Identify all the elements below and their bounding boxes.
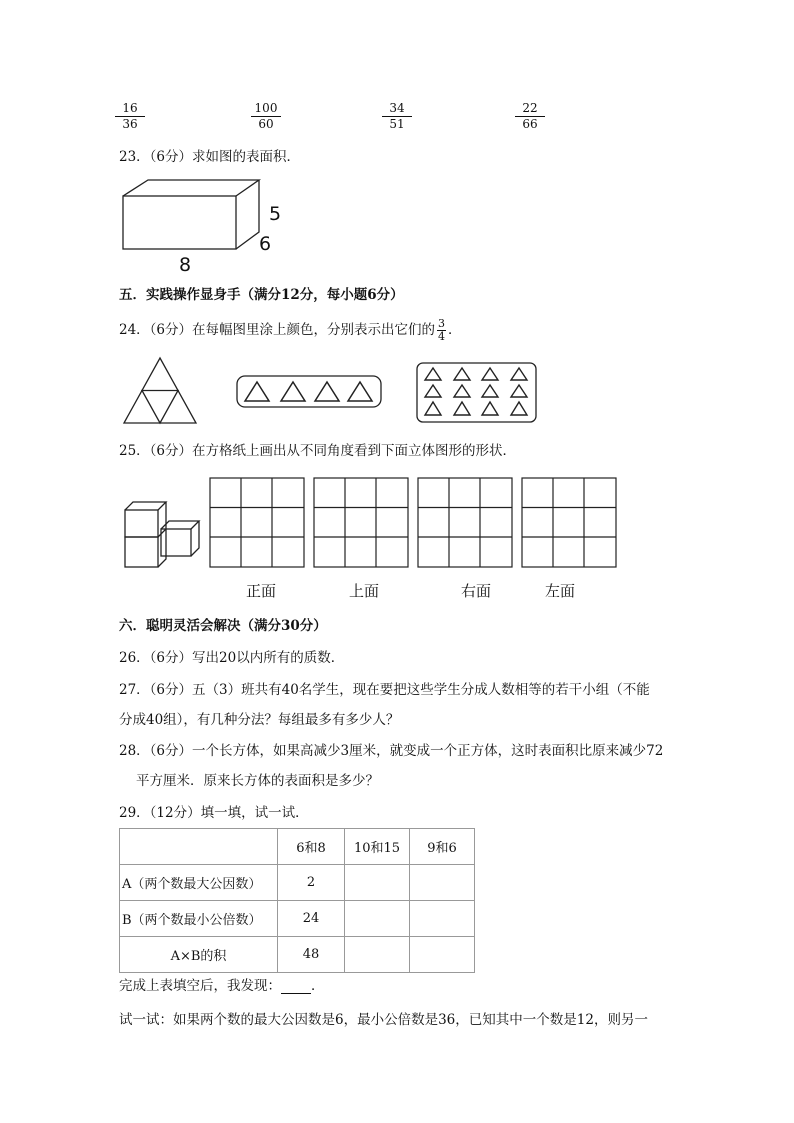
question-27-line-1: 27．（6分）五（3）班共有40名学生，现在要把这些学生分成人数相等的若干小组（不能 xyxy=(119,682,650,698)
gcd-lcm-table xyxy=(119,828,475,973)
table-row xyxy=(120,937,475,973)
table-row-label: A（两个数最大公因数） xyxy=(120,865,278,901)
table-cell-blank[interactable] xyxy=(345,901,410,937)
question-23: 23．（6分）求如图的表面积． xyxy=(119,149,301,165)
fraction-4-denominator: 66 xyxy=(522,117,538,131)
grid-label-right: 右面 xyxy=(460,582,491,600)
question-28-line-2: 平方厘米．原来长方体的表面积是多少？ xyxy=(136,773,379,789)
table-cell-blank[interactable] xyxy=(410,901,475,937)
question-24-fraction-numerator: 3 xyxy=(438,317,446,330)
triangle-figure-2 xyxy=(235,374,384,410)
triangle-figure-3 xyxy=(415,361,539,425)
fraction-2 xyxy=(251,102,281,131)
cuboid-figure xyxy=(118,176,268,256)
fraction-2-numerator: 100 xyxy=(251,102,281,117)
fraction-1 xyxy=(115,102,145,131)
fraction-3 xyxy=(382,102,412,131)
table-row-label: B（两个数最小公倍数） xyxy=(120,901,278,937)
table-header-corner xyxy=(120,829,278,865)
table-header-cell: 6和8 xyxy=(278,829,345,865)
section-5-title: 五．实践操作显身手（满分12分，每小题6分） xyxy=(119,287,404,303)
table-header-cell: 10和15 xyxy=(345,829,410,865)
finding-suffix: ． xyxy=(311,978,325,994)
cube-stack-figure xyxy=(119,497,203,571)
table-row xyxy=(120,901,475,937)
triangle-figure-1 xyxy=(120,355,200,427)
grid-top xyxy=(312,476,410,569)
table-header-row xyxy=(120,829,475,865)
grid-front xyxy=(208,476,306,569)
question-28-line-1: 28．（6分）一个长方体，如果高减少3厘米，就变成一个正方体，这时表面积比原来减少72 xyxy=(119,743,664,759)
grid-right xyxy=(416,476,514,569)
table-cell-blank[interactable] xyxy=(410,865,475,901)
table-row-label: A×B的积 xyxy=(120,937,278,973)
fraction-1-denominator: 36 xyxy=(122,117,138,131)
fraction-2-denominator: 60 xyxy=(258,117,274,131)
table-cell: 24 xyxy=(278,901,345,937)
finding-blank[interactable] xyxy=(281,980,311,994)
fraction-1-numerator: 16 xyxy=(115,102,145,117)
question-24-fraction xyxy=(437,318,446,343)
finding-prefix: 完成上表填空后，我发现： xyxy=(119,978,281,994)
width-label: 6 xyxy=(259,233,272,255)
grid-label-front: 正面 xyxy=(245,582,276,600)
table-row xyxy=(120,865,475,901)
finding-line xyxy=(119,978,325,994)
question-24 xyxy=(119,318,462,343)
try-line: 试一试：如果两个数的最大公因数是6，最小公倍数是36，已知其中一个数是12，则另一 xyxy=(119,1012,648,1028)
question-26: 26．（6分）写出20以内所有的质数． xyxy=(119,650,345,666)
table-cell: 2 xyxy=(278,865,345,901)
fraction-3-denominator: 51 xyxy=(389,117,405,131)
fraction-4-numerator: 22 xyxy=(515,102,545,117)
question-27-line-2: 分成40组），有几种分法？每组最多有多少人？ xyxy=(119,712,400,728)
section-6-title: 六．聪明灵活会解决（满分30分） xyxy=(119,618,327,634)
fraction-3-numerator: 34 xyxy=(382,102,412,117)
question-24-fraction-denominator: 4 xyxy=(438,330,446,343)
question-29: 29．（12分）填一填，试一试． xyxy=(119,805,309,821)
table-cell-blank[interactable] xyxy=(345,865,410,901)
grid-left xyxy=(520,476,618,569)
fraction-4 xyxy=(515,102,545,131)
question-24-text: 24．（6分）在每幅图里涂上颜色，分别表示出它们的 xyxy=(119,322,436,338)
height-label: 5 xyxy=(269,203,282,225)
length-label: 8 xyxy=(179,254,192,276)
table-cell-blank[interactable] xyxy=(410,937,475,973)
question-25: 25．（6分）在方格纸上画出从不同角度看到下面立体图形的形状． xyxy=(119,443,517,459)
table-cell-blank[interactable] xyxy=(345,937,410,973)
grid-label-left: 左面 xyxy=(544,582,575,600)
table-header-cell: 9和6 xyxy=(410,829,475,865)
table-cell: 48 xyxy=(278,937,345,973)
question-24-tail: ． xyxy=(448,322,462,338)
grid-label-top: 上面 xyxy=(348,582,379,600)
